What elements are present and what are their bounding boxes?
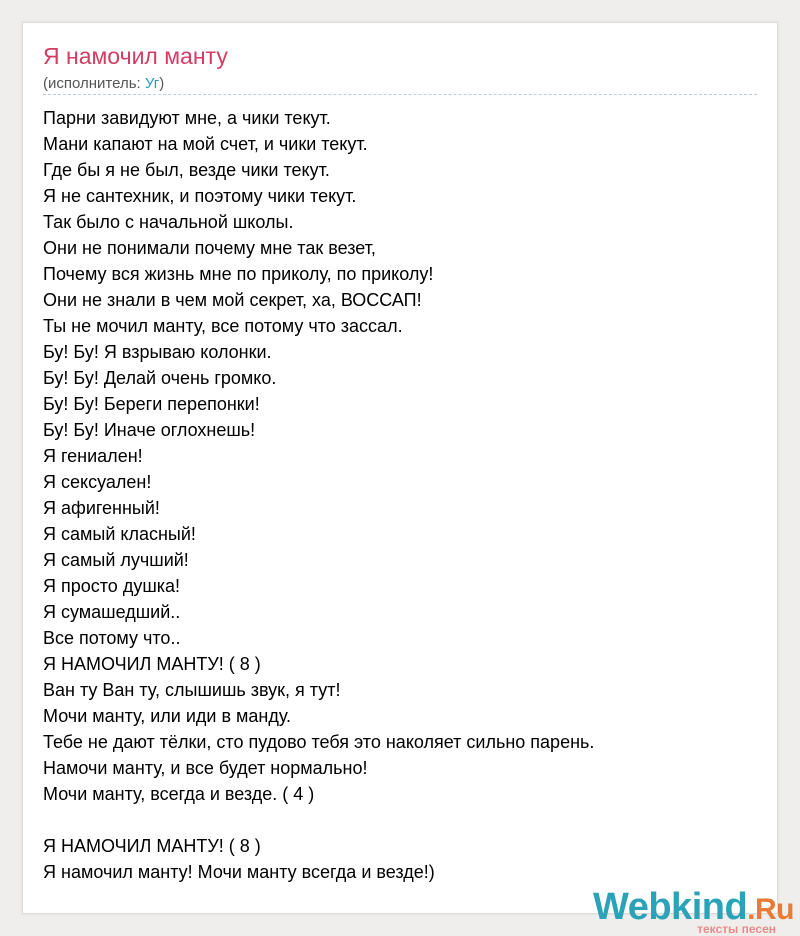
lyric-line: Я сумашедший.. [43,602,181,622]
lyric-line: Так было с начальной школы. [43,212,294,232]
lyric-line: Ты не мочил манту, все потому что зассал. [43,316,403,336]
lyric-line: Почему вся жизнь мне по приколу, по приколу! [43,264,434,284]
header-divider [43,94,757,95]
lyric-line: Они не знали в чем мой секрет, ха, ВОССАП! [43,290,422,310]
lyric-line [43,807,594,833]
lyric-line: Я самый лучший! [43,550,189,570]
lyric-line: Ван ту Ван ту, слышишь звук, я тут! [43,680,341,700]
lyric-line: Мочи манту, всегда и везде. ( 4 ) [43,784,315,804]
lyric-line: Я НАМОЧИЛ МАНТУ! ( 8 ) [43,654,261,674]
lyric-line: Я намочил манту! Мочи манту всегда и везде!) [43,862,435,882]
lyric-line: Мани капают на мой счет, и чики текут. [43,134,368,154]
lyric-line: Я самый класный! [43,524,196,544]
lyric-line: Все потому что.. [43,628,181,648]
lyric-line: Я просто душка! [43,576,181,596]
lyric-line: Намочи манту, и все будет нормально! [43,758,368,778]
lyric-line: Они не понимали почему мне так везет, [43,238,376,258]
song-title: Я намочил манту [43,43,228,69]
lyric-line: Бу! Бу! Я взрываю колонки. [43,342,272,362]
artist-prefix: (исполнитель: [43,75,145,92]
artist-suffix: ) [159,75,165,92]
artist-line [43,75,164,92]
lyric-line: Бу! Бу! Иначе оглохнешь! [43,420,256,440]
lyric-line: Я гениален! [43,446,143,466]
brand-name-tld: .Ru [747,893,794,926]
lyric-line: Бу! Бу! Делай очень громко. [43,368,277,388]
lyric-line: Я афигенный! [43,498,160,518]
lyric-line: Где бы я не был, везде чики текут. [43,160,330,180]
lyric-line: Мочи манту, или иди в манду. [43,706,292,726]
lyric-line: Бу! Бу! Береги перепонки! [43,394,260,414]
lyric-line: Тебе не дают тёлки, сто пудово тебя это наколяет сильно парень. [43,732,595,752]
lyrics-card [22,22,778,914]
artist-link[interactable]: Уг [144,75,160,92]
brand-name-main: Webkind [593,886,748,928]
lyric-line: Я сексуален! [43,472,152,492]
lyric-line: Я НАМОЧИЛ МАНТУ! ( 8 ) [43,836,261,856]
lyric-line: Я не сантехник, и поэтому чики текут. [43,186,357,206]
webkind-logo[interactable] [594,886,794,936]
lyrics-text [43,105,594,885]
brand-tagline: тексты песен [697,922,776,936]
lyric-line: Парни завидуют мне, а чики текут. [43,108,331,128]
